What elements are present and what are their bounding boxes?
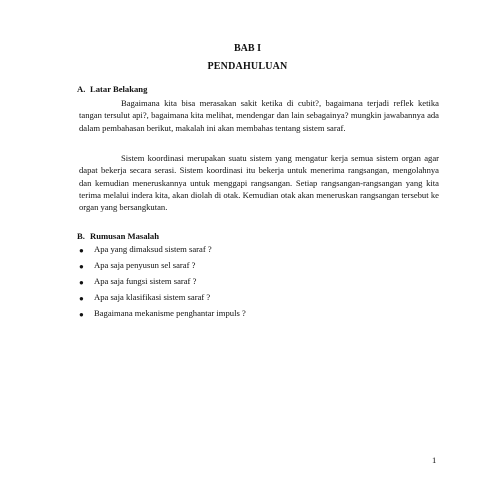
section-title: Latar Belakang	[90, 84, 148, 94]
list-item-text: Apa saja klasifikasi sistem saraf ?	[94, 292, 211, 302]
chapter-title: PENDAHULUAN	[207, 61, 288, 72]
bullet-icon: ●	[79, 278, 84, 287]
chapter-number: BAB I	[234, 43, 261, 54]
section-heading-rumusan-masalah	[77, 231, 159, 242]
list-item-text: Apa saja fungsi sistem saraf ?	[94, 276, 197, 286]
list-item-text: Bagaimana mekanisme penghantar impuls ?	[94, 308, 246, 318]
bullet-icon: ●	[79, 262, 84, 271]
page-number: 1	[432, 455, 437, 465]
section-marker: A.	[77, 84, 86, 94]
section-marker: B.	[77, 231, 85, 241]
list-item-text: Apa saja penyusun sel saraf ?	[94, 260, 196, 270]
paragraph: Sistem koordinasi merupakan suatu sistem yang mengatur kerja semua sistem organ agar dapat bekerja secara serasi. Sistem koordinasi itu bekerja untuk menerima rangsangan, mengolahnya dan kemudian meneruskannya untuk menggapi rangsangan. Setiap rangsangan-rangsangan yang kita terima melalui indera kita, akan diolah di otak. Kemudian otak akan meneruskan rangsangan tersebut ke organ yang bersangkutan.	[79, 153, 439, 212]
list-item-text: Apa yang dimaksud sistem saraf ?	[94, 244, 212, 254]
bullet-icon: ●	[79, 310, 84, 319]
bullet-icon: ●	[79, 294, 84, 303]
section-heading-latar-belakang	[77, 84, 147, 95]
section-title: Rumusan Masalah	[90, 231, 160, 241]
bullet-icon: ●	[79, 246, 84, 255]
paragraph: Bagaimana kita bisa merasakan sakit ketika di cubit?, bagaimana terjadi reflek ketika tangan tersulut api?, bagaimana kita melihat, mendengar dan lain sebagainya? mungkin jawabannya ada dalam pembahasan berikut, makalah ini akan membahas tentang sistem saraf.	[79, 98, 439, 133]
